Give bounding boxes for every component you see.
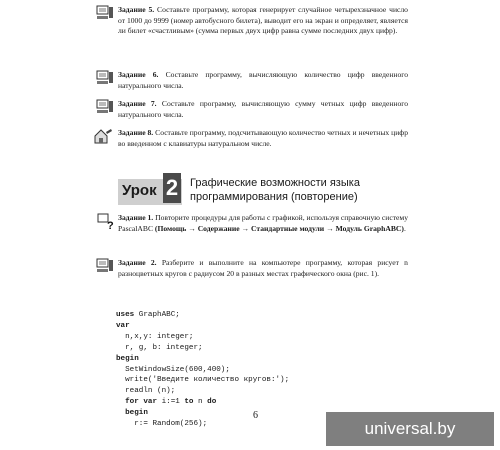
code-line: readln (n); [116,387,176,396]
home-pencil-icon [92,128,114,144]
code-keyword: begin [116,354,139,363]
lesson-title: Графические возможности языка программирования (повторение) [190,177,360,203]
task-text: Повторите процедуры для работы с графикой, используя справочную систему PascalABC [118,213,408,233]
task-label: Задание 5. [118,5,155,14]
lesson-task-2 [118,258,408,279]
code-keyword: to [184,398,194,407]
code-keyword: for [116,398,139,407]
task-text: Составьте программу, подсчитывающую количество четных и нечетных цифр во введенном с клавиатуры натуральном числе. [118,128,408,148]
watermark: universal.by [326,412,494,446]
task-text: Составьте программу, вычисляющую количество цифр введенного натурального числа. [118,70,408,90]
code-line: write('Введите количество кругов:'); [116,376,290,385]
code-keyword: var [116,321,130,330]
help-icon [96,213,114,229]
lesson-header [118,176,438,206]
lesson-word: Урок [122,182,157,199]
code-keyword: var [143,398,158,407]
computer-icon [96,70,114,86]
task-8 [118,128,408,149]
computer-icon [96,99,114,115]
code-line: r:= Random(256); [116,420,208,429]
code-text: i:=1 [157,398,185,407]
task-label: Задание 2. [118,258,157,267]
lesson-task-1 [107,213,408,234]
code-line: n,x,y: integer; [116,332,194,341]
page-number: 6 [253,410,258,421]
task-5 [118,5,408,37]
task-text-end: . [403,223,406,233]
code-listing [116,310,289,430]
task-6 [118,70,408,91]
code-keyword: begin [116,409,148,418]
code-keyword: uses [116,311,135,319]
code-line: r, g, b: integer; [116,343,203,352]
computer-icon [96,5,114,21]
task-label: Задание 1. [118,213,154,222]
task-text-bold: (Помощь → Содержание → Стандартные модули → Модуль GraphABC) [154,223,404,233]
task-text: Составьте программу, которая генерирует случайное четырехзначное число от 1000 до 9999 (номер автобусного билета), выводит его на экран и определяет, является ли билет «счастливым» (сумма первых двух цифр равна сумме последних двух цифр). [118,5,408,35]
code-keyword: do [207,398,217,407]
code-text: n [193,398,208,407]
task-label: Задание 6. [118,70,159,79]
task-label: Задание 8. [118,128,154,137]
task-7 [118,99,408,120]
code-line: SetWindowSize(600,400); [116,365,230,374]
task-label: Задание 7. [118,99,157,108]
lesson-number: 2 [163,173,181,203]
code-text: GraphABC; [134,311,180,319]
task-text: Составьте программу, вычисляющую сумму четных цифр введенного натурального числа. [118,99,408,119]
task-text: Разберите и выполните на компьютере программу, которая рисует n разноцветных кругов с радиусом 20 в разных местах графического окна (рис. 1). [118,258,408,278]
svg-text:?: ? [107,220,114,229]
computer-icon [96,258,114,274]
